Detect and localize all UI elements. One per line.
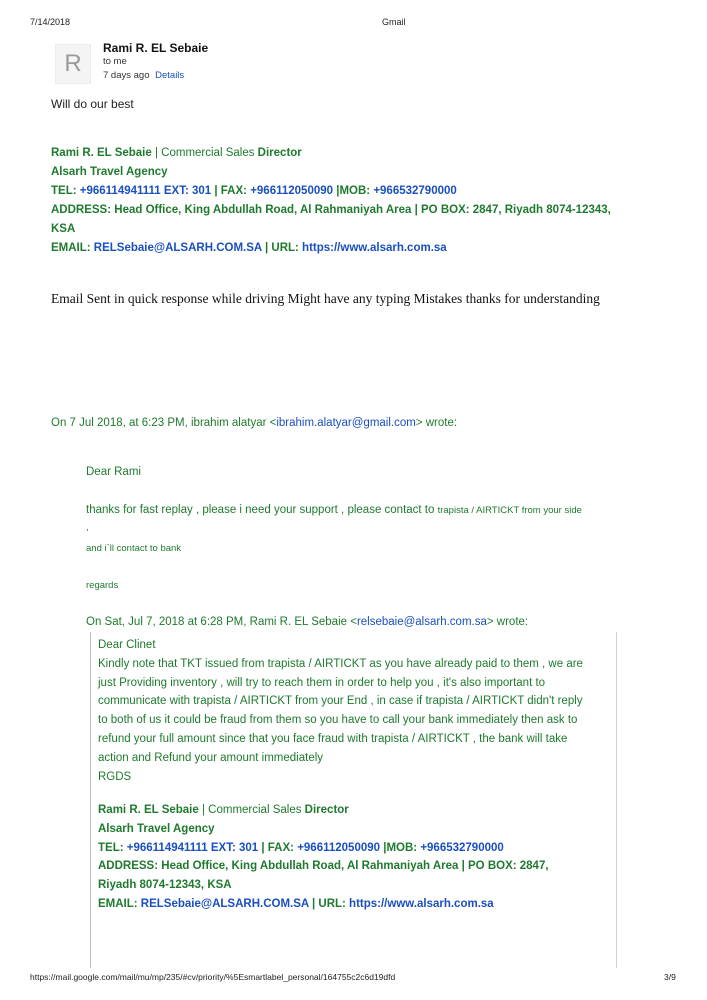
sender-name: Rami R. EL Sebaie — [103, 41, 209, 55]
quote1-header: On 7 Jul 2018, at 6:23 PM, ibrahim alatyar <ibrahim.alatyar@gmail.com> wrote: — [51, 417, 458, 429]
quote2-right-border — [616, 632, 617, 968]
quote2-signature-name-line: Rami R. EL Sebaie | Commercial Sales Director — [98, 804, 349, 816]
quote2-signature-company: Alsarh Travel Agency — [98, 822, 215, 835]
quote2-signature-contact: EMAIL: RELSebaie@ALSARH.COM.SA | URL: https://www.alsarh.com.sa — [98, 897, 494, 910]
quote2-line: communicate with trapista / AIRTICKT from your End , in case if trapista / AIRTICKT didn't reply — [98, 695, 583, 708]
quote1-line1-comma: , — [86, 522, 89, 533]
signature-url-link[interactable]: https://www.alsarh.com.sa — [298, 242, 447, 254]
quote2-signature — [98, 801, 549, 914]
quote1-greeting: Dear Rami — [86, 466, 141, 478]
quote2-signature-phones: TEL: +966114941111 EXT: 301 | FAX: +966112050090 |MOB: +966532790000 — [98, 841, 504, 854]
quote1-line1: thanks for fast replay , please i need your support , please contact to trapista / AIRTICKT from your side — [86, 504, 582, 516]
quote2-line: RGDS — [98, 770, 132, 783]
signature-company: Alsarh Travel Agency — [51, 166, 168, 178]
quote2-line: refund your full amount since that you face fraud with trapista / AIRTICKT , the bank will take — [98, 732, 568, 745]
quote2-left-border — [90, 632, 91, 968]
quote2-signature-address: ADDRESS: Head Office, King Abdullah Road, Al Rahmaniyah Area | PO BOX: 2847, — [98, 860, 549, 873]
quote2-greeting: Dear Clinet — [98, 639, 156, 651]
signature-contact: EMAIL: RELSebaie@ALSARH.COM.SA | URL: https://www.alsarh.com.sa — [51, 242, 447, 254]
signature — [51, 144, 611, 258]
quote2-line: action and Refund your amount immediately — [98, 751, 324, 764]
page-number: 3/9 — [664, 972, 676, 982]
quote2-line: to both of us it could be fraud from them so you have to call your bank immediately then ask to — [98, 714, 578, 727]
signature-email-link[interactable]: RELSebaie@ALSARH.COM.SA — [90, 242, 262, 254]
quote1-closing: regards — [86, 580, 119, 591]
quote2-line: Kindly note that TKT issued from trapista / AIRTICKT as you have already paid to them , we are — [98, 657, 583, 670]
quote2-url-sig-link[interactable]: https://www.alsarh.com.sa — [345, 897, 494, 910]
driving-disclaimer: Email Sent in quick response while driving Might have any typing Mistakes thanks for understanding — [51, 291, 600, 306]
signature-address: ADDRESS: Head Office, King Abdullah Road, Al Rahmaniyah Area | PO BOX: 2847, Riyadh 8074-12343, — [51, 204, 611, 216]
signature-name: Rami R. EL Sebaie — [51, 147, 152, 159]
sender-avatar: R — [55, 44, 91, 84]
quote2-email-sig-link[interactable]: RELSebaie@ALSARH.COM.SA — [137, 897, 309, 910]
quote2-line: just Providing inventory , will try to reach them in order to help you , it's also important to — [98, 676, 546, 689]
signature-name-line: Rami R. EL Sebaie | Commercial Sales Director — [51, 147, 302, 159]
message-age — [103, 70, 184, 81]
signature-country: KSA — [51, 223, 76, 235]
message-time: 7 days ago — [103, 70, 150, 81]
details-link[interactable]: Details — [155, 70, 185, 81]
recipient-label: to me — [103, 56, 127, 67]
quote1-line2: and i`ll contact to bank — [86, 543, 182, 554]
quote2-body — [98, 636, 583, 786]
quote1-email-link[interactable]: ibrahim.alatyar@gmail.com — [276, 417, 416, 429]
quote2-signature-city: Riyadh 8074-12343, KSA — [98, 879, 232, 892]
quote2-email-link[interactable]: relsebaie@alsarh.com.sa — [356, 616, 487, 628]
print-app-title: Gmail — [382, 17, 406, 27]
quote2-header: On Sat, Jul 7, 2018 at 6:28 PM, Rami R. EL Sebaie <relsebaie@alsarh.com.sa> wrote: — [86, 616, 529, 628]
signature-phones: TEL: +966114941111 EXT: 301 | FAX: +966112050090 |MOB: +966532790000 — [51, 185, 457, 197]
message-body: Will do our best — [51, 97, 134, 111]
print-date: 7/14/2018 — [30, 17, 71, 27]
print-url: https://mail.google.com/mail/mu/mp/235/#cv/priority/%5Esmartlabel_personal/164755c2c6d19dfd — [30, 972, 396, 982]
